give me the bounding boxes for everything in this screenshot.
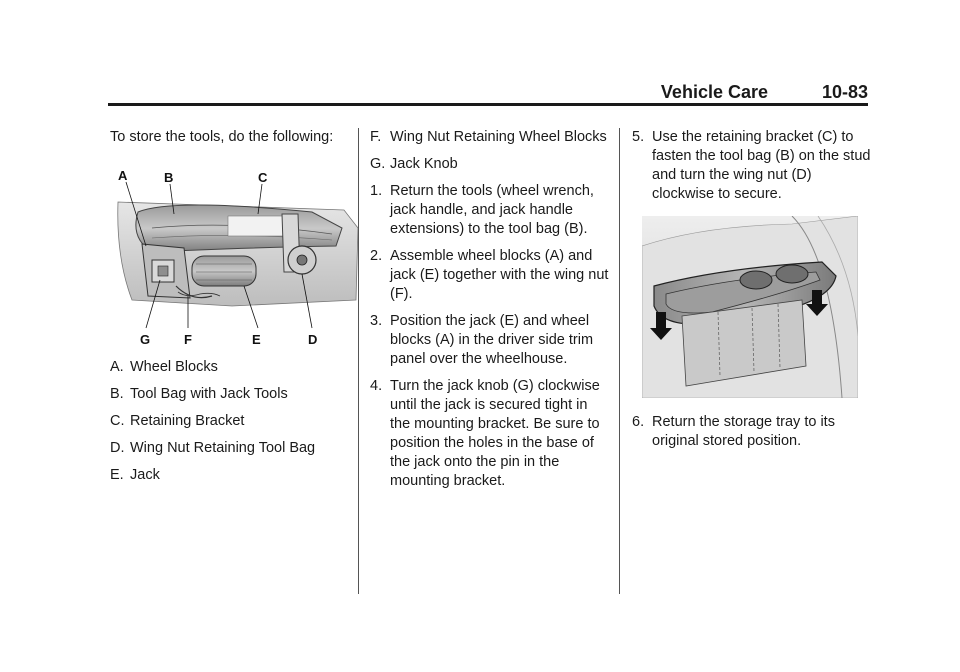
column-divider-1 — [358, 128, 359, 594]
step-number: 2. — [370, 248, 383, 264]
step-item — [370, 377, 610, 491]
page-number: 10-83 — [821, 82, 868, 102]
legend-text: Jack Knob — [390, 156, 458, 172]
step-number: 4. — [370, 378, 383, 394]
figure-label-c: C — [258, 170, 268, 185]
legend-list-1 — [110, 358, 350, 493]
step-text: Turn the jack knob (G) clockwise until the jack is secured tight in the mounting bracket. Be sure to position the holes in the base of the jack onto the pin in the mounting bracket. — [390, 378, 600, 489]
legend-item — [110, 412, 350, 431]
step-item — [370, 312, 610, 369]
step-item — [370, 247, 610, 304]
legend-item — [110, 385, 350, 404]
legend-key: B. — [110, 386, 124, 402]
section-title: Vehicle Care — [660, 82, 768, 102]
legend-text: Retaining Bracket — [130, 413, 245, 429]
column-divider-2 — [619, 128, 620, 594]
column-2 — [370, 128, 610, 499]
legend-key: A. — [110, 359, 124, 375]
step-number: 5. — [632, 129, 645, 145]
column-1 — [110, 128, 350, 147]
step-text: Position the jack (E) and wheel blocks (A) in the driver side trim panel over the wheelhouse. — [390, 313, 594, 367]
step-item — [370, 182, 610, 239]
legend-text: Wing Nut Retaining Wheel Blocks — [390, 129, 607, 145]
figure-label-a: A — [118, 168, 128, 183]
step-text: Return the storage tray to its original stored position. — [652, 414, 835, 449]
step-text: Use the retaining bracket (C) to fasten the tool bag (B) on the stud and turn the wing nut (D) clockwise to secure. — [652, 129, 871, 202]
figure-label-b: B — [164, 170, 174, 185]
column-3 — [632, 128, 872, 212]
legend-key: E. — [110, 467, 124, 483]
legend-item — [110, 439, 350, 458]
figure-label-d: D — [308, 332, 318, 347]
step-number: 1. — [370, 183, 383, 199]
legend-text: Wheel Blocks — [130, 359, 218, 375]
step-text: Return the tools (wheel wrench, jack handle, and jack handle extensions) to the tool bag (B). — [390, 183, 594, 237]
figure-label-f: F — [184, 332, 192, 347]
legend-text: Tool Bag with Jack Tools — [130, 386, 288, 402]
legend-item — [110, 358, 350, 377]
legend-key: D. — [110, 440, 125, 456]
legend-key: F. — [370, 129, 382, 145]
intro-text: To store the tools, do the following: — [110, 129, 334, 145]
step-item — [632, 413, 872, 451]
legend-key: G. — [370, 156, 386, 172]
storage-tray-illustration — [642, 216, 858, 398]
legend-item — [370, 128, 610, 147]
column-3-bottom — [632, 413, 872, 459]
step-text: Assemble wheel blocks (A) and jack (E) together with the wing nut (F). — [390, 248, 609, 302]
step-number: 6. — [632, 414, 645, 430]
figure-label-e: E — [252, 332, 261, 347]
legend-key: C. — [110, 413, 125, 429]
legend-text: Wing Nut Retaining Tool Bag — [130, 440, 316, 456]
legend-item — [110, 466, 350, 485]
step-item — [632, 128, 872, 204]
legend-item — [370, 155, 610, 174]
legend-text: Jack — [130, 467, 160, 483]
step-number: 3. — [370, 313, 383, 329]
jack-tools-illustration — [112, 168, 360, 350]
figure-label-g: G — [140, 332, 151, 347]
header-rule — [108, 103, 868, 106]
